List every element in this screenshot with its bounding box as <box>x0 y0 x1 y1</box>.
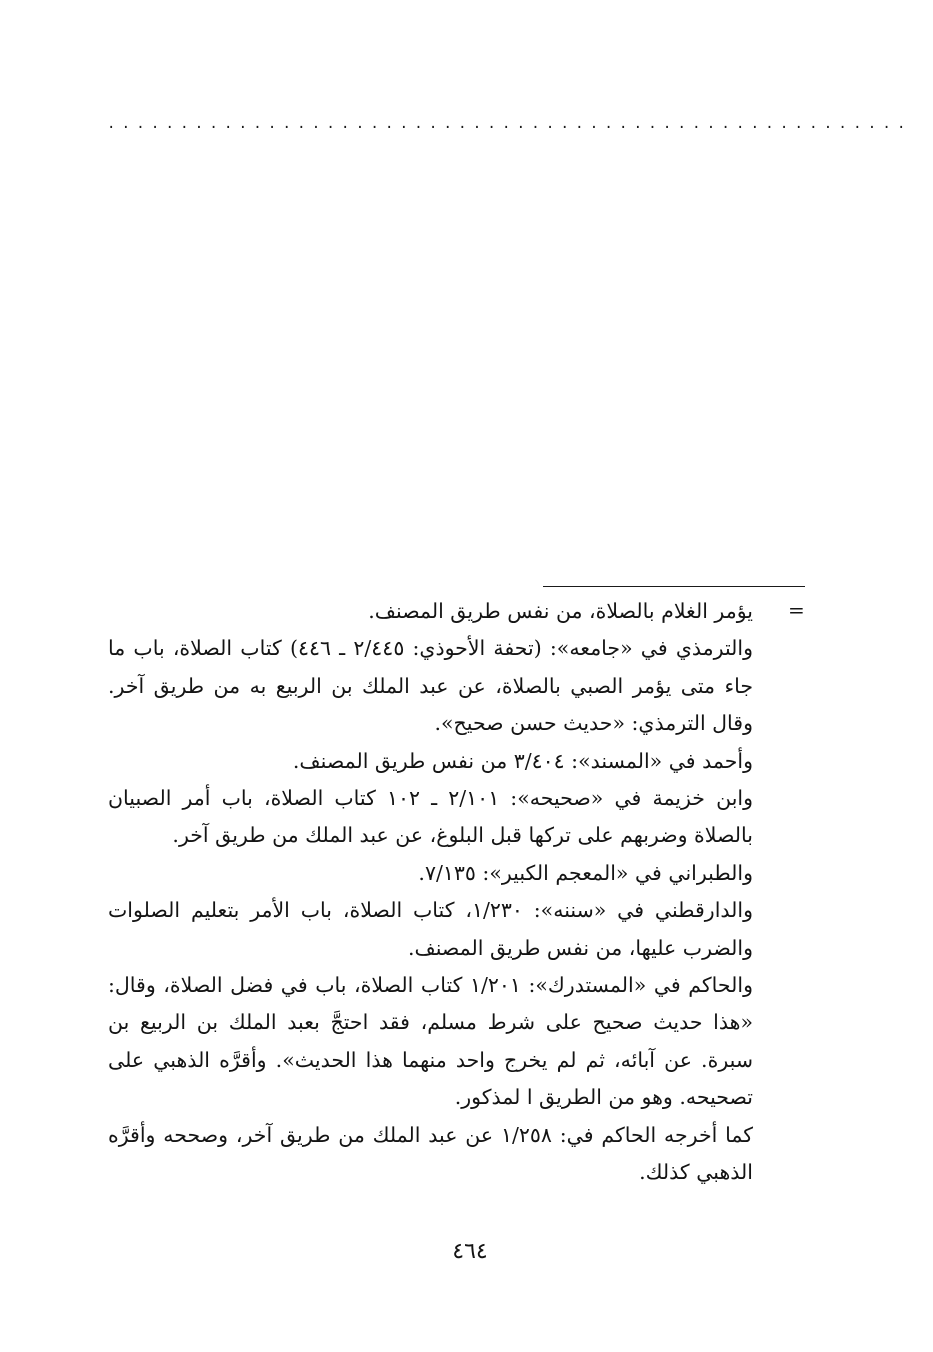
footnote-paragraph: يؤمر الغلام بالصلاة، من نفس طريق المصنف. <box>368 599 753 623</box>
footnote-paragraph: كما أخرجه الحاكم في: ١/٢٥٨ عن عبد الملك من طريق آخر، وصححه وأقرَّه الذهبي كذلك. <box>108 1122 753 1185</box>
footnote-separator-line <box>543 586 805 587</box>
dotted-separator: ....................................................... <box>107 116 912 132</box>
footnote-paragraph: وأحمد في «المسند»: ٣/٤٠٤ من نفس طريق المصنف. <box>292 748 753 773</box>
footnote-paragraph: والترمذي في «جامعه»: (تحفة الأحوذي: ٢/٤٤٥ ـ ٤٤٦) كتاب الصلاة، باب ما جاء متى يؤمر الصبي بالصلاة، عن عبد الملك بن الربيع به من طريق آخر. وقال الترمذي: «حديث حسن صحيح». <box>108 636 753 736</box>
page-number: ٤٦٤ <box>452 1239 488 1264</box>
footnotes-block <box>108 593 753 1192</box>
footnote-paragraph: والدارقطني في «سننه»: ١/٢٣٠، كتاب الصلاة، باب الأمر بتعليم الصلوات والضرب عليها، من نفس طريق المصنف. <box>108 898 753 960</box>
continuation-mark: = <box>788 598 805 622</box>
footnote-paragraph: وابن خزيمة في «صحيحه»: ٢/١٠١ ـ ١٠٢ كتاب الصلاة، باب أمر الصبيان بالصلاة وضربهم على تركها قبل البلوغ، عن عبد الملك من طريق آخر. <box>108 786 753 848</box>
footnote-paragraph: والحاكم في «المستدرك»: ١/٢٠١ كتاب الصلاة، باب في فضل الصلاة، وقال: «هذا حديث صحيح على شرط مسلم، فقد احتجَّ بعبد الملك بن الربيع بن سبرة. عن آبائه، ثم لم يخرج واحد منهما هذا الحديث». وأقرَّه الذهبي على تصحيحه. وهو من الطريق ا لمذكور. <box>108 973 753 1110</box>
footnote-paragraph: والطبراني في «المعجم الكبير»: ٧/١٣٥. <box>418 860 753 885</box>
